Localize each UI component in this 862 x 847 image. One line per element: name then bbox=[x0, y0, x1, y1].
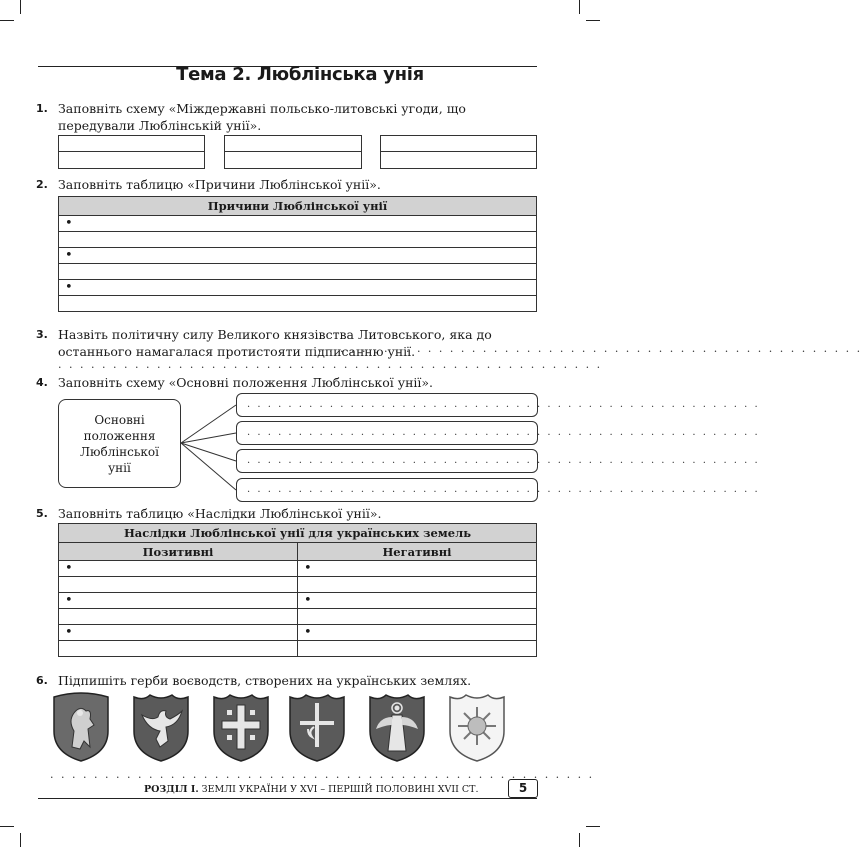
coat-of-arms-cross-icon bbox=[210, 691, 272, 763]
coat-of-arms-eagle-icon bbox=[130, 691, 192, 763]
table-row[interactable]: • bbox=[59, 216, 537, 232]
task-number: 5. bbox=[36, 507, 48, 520]
table-cell[interactable] bbox=[298, 641, 537, 657]
task-text: Заповніть таблицю «Причини Люблінської унії». bbox=[58, 177, 381, 192]
table-cell[interactable]: • bbox=[298, 625, 537, 641]
answer-line: . . . . . . . . . . . . . . . . . . . . . . . . . . . . . . . . . . . . . . . . . . . . . . . . . . bbox=[247, 399, 760, 410]
footer-section-label: РОЗДІЛ І. bbox=[144, 784, 199, 795]
task-text: Заповніть таблицю «Наслідки Люблінської унії». bbox=[58, 506, 382, 521]
task-text: Підпишіть герби воєводств, створених на українських землях. bbox=[58, 673, 472, 688]
table-cell[interactable] bbox=[298, 609, 537, 625]
table-cell[interactable]: • bbox=[59, 625, 298, 641]
scheme-answer-field[interactable] bbox=[236, 421, 760, 445]
scheme-answer-field[interactable] bbox=[236, 449, 760, 473]
table-cell[interactable] bbox=[59, 577, 298, 593]
column-header-positive: Позитивні bbox=[59, 543, 298, 561]
footer-section-title: ЗЕМЛІ УКРАЇНИ У XVI – ПЕРШІЙ ПОЛОВИНІ XVII СТ. bbox=[201, 784, 479, 795]
answer-line: . . . . . . . . . . . . . . . . . . . . . . . . . . . . . . . . . . . . . . . . . . . . . . . . . . bbox=[247, 427, 760, 438]
answer-line: . . . . . . . . . . . . . . . . . . . . . . . . . . . . . . . . . . . . . . . . . . . . . . . . . . bbox=[247, 484, 760, 495]
task-number: 3. bbox=[36, 328, 48, 341]
table-cell[interactable]: • bbox=[59, 593, 298, 609]
task-number: 6. bbox=[36, 674, 48, 687]
table-cell[interactable] bbox=[59, 641, 298, 657]
footer-section bbox=[144, 784, 479, 795]
answer-line[interactable]: . . . . . . . . . . . . . . . . . . . . . . . . . . . . . . . . . . . . . . . . . . . . . . . . . . bbox=[50, 768, 595, 781]
coat-of-arms-sword-icon bbox=[286, 691, 348, 763]
table-cell[interactable]: • bbox=[59, 561, 298, 577]
task-number: 4. bbox=[36, 376, 48, 389]
page-title: Тема 2. Люблінська унія bbox=[176, 64, 424, 85]
task-text: Заповніть схему «Основні положення Люблінської унії». bbox=[58, 375, 434, 390]
coat-of-arms-archangel-icon bbox=[366, 691, 428, 763]
consequences-table-header: Наслідки Люблінської унії для українських земель bbox=[59, 524, 537, 543]
footer-rule bbox=[38, 798, 537, 799]
table-cell[interactable] bbox=[298, 577, 537, 593]
consequences-table bbox=[58, 523, 537, 657]
task-text: Заповніть схему «Міждержавні польсько-литовські угоди, що передували Люблінській унії». bbox=[58, 101, 466, 133]
coat-of-arms-sun-icon bbox=[446, 691, 508, 763]
answer-line[interactable]: . . . . . . . . . . . . . . . . . . . . . . . . . . . . . . . . . . . . . . . . . . . . . . . . . . bbox=[318, 342, 862, 355]
table-cell[interactable]: • bbox=[298, 561, 537, 577]
table-row[interactable]: • bbox=[59, 280, 537, 296]
task-text: Назвіть політичну силу Великого князівства Литовського, яка до останнього намагалася протистояти підписанню унії. bbox=[58, 327, 492, 359]
task-number: 2. bbox=[36, 178, 48, 191]
table-row[interactable]: • bbox=[59, 248, 537, 264]
page-number: 5 bbox=[508, 779, 538, 798]
table-cell[interactable]: • bbox=[298, 593, 537, 609]
scheme-center-label: Основні положення Люблінської унії bbox=[80, 412, 159, 475]
table-cell[interactable] bbox=[59, 609, 298, 625]
answer-line: . . . . . . . . . . . . . . . . . . . . . . . . . . . . . . . . . . . . . . . . . . . . . . . . . . bbox=[247, 455, 760, 466]
task-number: 1. bbox=[36, 102, 48, 115]
scheme-answer-field[interactable] bbox=[236, 393, 760, 417]
scheme-answer-field[interactable] bbox=[236, 478, 760, 502]
column-header-negative: Негативні bbox=[298, 543, 537, 561]
answer-line[interactable]: . . . . . . . . . . . . . . . . . . . . . . . . . . . . . . . . . . . . . . . . . . . . . . . . . . bbox=[58, 358, 603, 371]
causes-table-header: Причини Люблінської унії bbox=[59, 197, 537, 216]
coat-of-arms-lion-icon bbox=[50, 691, 112, 763]
